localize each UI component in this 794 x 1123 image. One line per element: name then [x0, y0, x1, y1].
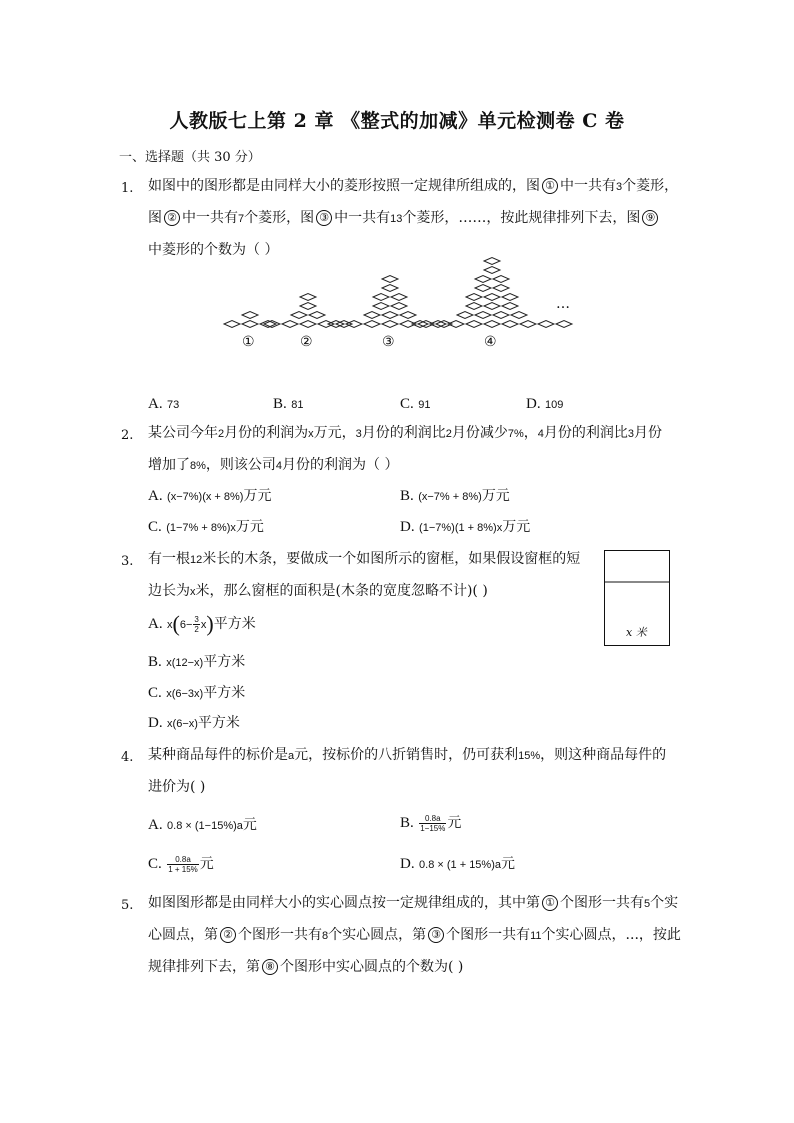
rhombus-shape	[373, 294, 389, 301]
rhombus-shape	[391, 303, 407, 310]
rhombus-pattern-figure	[220, 258, 580, 358]
rhombus-shape	[242, 312, 258, 319]
q3-line-2: 边长为x米，那么窗框的面积是(木条的宽度忽略不计)( )	[148, 583, 488, 599]
rhombus-shape	[418, 321, 434, 328]
rhombus-shape	[484, 303, 500, 310]
rhombus-shape	[373, 303, 389, 310]
circled-number: ⑨	[642, 210, 658, 226]
q1-line-2: 图 ② 中一共有7个菱形，图 ③ 中一共有13个菱形，……，按此规律排列下去，图 ⑨	[148, 208, 660, 229]
q4-option-c[interactable]: C. $\frac{0.8a}{1 + 15\%}$ 元	[148, 854, 214, 874]
rhombus-shape	[309, 312, 325, 319]
q2-option-a[interactable]: A. (x−7%)(x + 8%)万元	[148, 488, 272, 504]
rhombus-shape	[484, 267, 500, 274]
fraction: $\frac{3}{2}$	[194, 614, 199, 634]
rhombus-shape	[242, 321, 258, 328]
rhombus-shape	[382, 285, 398, 292]
q5-line-2: 心圆点，第 ② 个图形一共有8个实心圆点，第 ③ 个图形一共有11个实心圆点，...，按此	[148, 927, 681, 943]
question-number-3: 3.	[121, 554, 134, 569]
rhombus-shape	[400, 321, 416, 328]
rhombus-shape	[282, 321, 298, 328]
figure-label-4: ④	[484, 334, 497, 350]
rhombus-shape	[484, 294, 500, 301]
rhombus-shape	[412, 321, 428, 328]
q2-option-c[interactable]: C. (1−7% + 8%)x万元	[148, 519, 264, 535]
rhombus-shape	[346, 321, 362, 328]
q3-line-1: 有一根12米长的木条，要做成一个如图所示的窗框，如果假设窗框的短	[148, 551, 581, 567]
q2-option-d[interactable]: D. (1−7%)(1 + 8%)x万元	[400, 519, 531, 535]
rhombus-shape	[300, 303, 316, 310]
rhombus-shape	[318, 321, 334, 328]
q3-option-c[interactable]: C. x(6−3x)平方米	[148, 685, 246, 701]
rhombus-shape	[475, 285, 491, 292]
window-frame-label: x 米	[626, 626, 647, 639]
q2-line-1: 某公司今年2月份的利润为x万元，3月份的利润比2月份减少7%，4月份的利润比3月份	[148, 425, 663, 441]
question-number-5: 5.	[121, 898, 134, 913]
rhombus-shape	[475, 276, 491, 283]
q1-line-3: 中菱形的个数为（ ）	[148, 242, 279, 258]
rhombus-shape	[502, 303, 518, 310]
rhombus-shape	[382, 276, 398, 283]
question-number-4: 4.	[121, 750, 134, 765]
rhombus-shape	[400, 312, 416, 319]
circled-number: ③	[428, 927, 444, 943]
rhombus-shape	[511, 312, 527, 319]
q2-option-b[interactable]: B. (x−7% + 8%)万元	[400, 488, 510, 504]
q1-option-c[interactable]: C. 91	[400, 396, 431, 412]
rhombus-shape	[457, 312, 473, 319]
rhombus-shape	[466, 303, 482, 310]
rhombus-shape	[484, 258, 500, 265]
rhombus-shape	[430, 321, 446, 328]
q5-line-1: 如图图形都是由同样大小的实心圆点按一定规律组成的，其中第 ① 个图形一共有5个实	[148, 895, 679, 911]
rhombus-shape	[484, 321, 500, 328]
q3-option-d[interactable]: D. x(6−x)平方米	[148, 715, 240, 731]
rhombus-shape	[300, 321, 316, 328]
circled-number: ③	[316, 210, 332, 226]
rhombus-shape	[493, 276, 509, 283]
q1-option-b[interactable]: B. 81	[273, 396, 304, 412]
rhombus-shape	[448, 321, 464, 328]
q5-line-3: 规律排列下去，第 ⑧ 个图形中实心圆点的个数为( )	[148, 959, 464, 975]
q3-option-b[interactable]: B. x(12−x)平方米	[148, 654, 246, 670]
figure-label-1: ①	[242, 334, 255, 350]
fraction: $\frac{0.8a}{1 + 15\%}$	[168, 854, 198, 874]
rhombus-shape	[291, 312, 307, 319]
page-title: 人教版七上第 2 章 《整式的加减》单元检测卷 C 卷	[169, 110, 625, 132]
circled-number: ②	[164, 210, 180, 226]
q2-line-2: 增加了8%，则该公司4月份的利润为（ ）	[148, 457, 399, 473]
rhombus-shape	[391, 294, 407, 301]
rhombus-shape	[382, 321, 398, 328]
q1-option-a[interactable]: A. 73	[148, 396, 180, 412]
question-number-1: 1.	[121, 181, 134, 196]
rhombus-shape	[538, 321, 554, 328]
rhombus-shape	[475, 312, 491, 319]
rhombus-shape	[556, 321, 572, 328]
q1-line-1: 如图中的图形都是由同样大小的菱形按照一定规律所组成的，图 ① 中一共有3个菱形，	[148, 178, 679, 194]
fraction: $\frac{0.8a}{1-15\%}$	[420, 813, 446, 833]
circled-number: ②	[220, 927, 236, 943]
circled-number: ①	[542, 895, 558, 911]
rhombus-shape	[493, 285, 509, 292]
rhombus-shape	[466, 294, 482, 301]
figure-label-3: ③	[382, 334, 395, 350]
circled-number: ①	[542, 178, 558, 194]
rhombus-shape	[364, 321, 380, 328]
rhombus-shape	[364, 312, 380, 319]
rhombus-shape	[493, 312, 509, 319]
section-heading: 一、选择题（共 30 分）	[119, 150, 261, 165]
rhombus-shape	[502, 321, 518, 328]
q3-option-a[interactable]: A. x(6− $\frac{3}{2}$ x)平方米	[148, 611, 256, 636]
figure-ellipsis: …	[556, 296, 570, 312]
q4-line-1: 某种商品每件的标价是a元，按标价的八折销售时，仍可获利15%，则这种商品每件的	[148, 747, 667, 763]
rhombus-shape	[224, 321, 240, 328]
q1-option-d[interactable]: D. 109	[526, 396, 564, 412]
circled-number: ⑧	[262, 959, 278, 975]
q4-line-2: 进价为( )	[148, 779, 206, 795]
question-number-2: 2.	[121, 428, 134, 443]
q4-option-d[interactable]: D. 0.8 × (1 + 15%)a元	[400, 856, 515, 872]
q4-option-b[interactable]: B. $\frac{0.8a}{1-15\%}$ 元	[400, 813, 462, 833]
rhombus-shape	[382, 312, 398, 319]
rhombus-shape	[466, 321, 482, 328]
rhombus-shape	[502, 294, 518, 301]
rhombus-shape	[300, 294, 316, 301]
rhombus-shape	[520, 321, 536, 328]
rhombus-shape	[436, 321, 452, 328]
q4-option-a[interactable]: A. 0.8 × (1−15%)a元	[148, 817, 257, 833]
figure-label-2: ②	[300, 334, 313, 350]
